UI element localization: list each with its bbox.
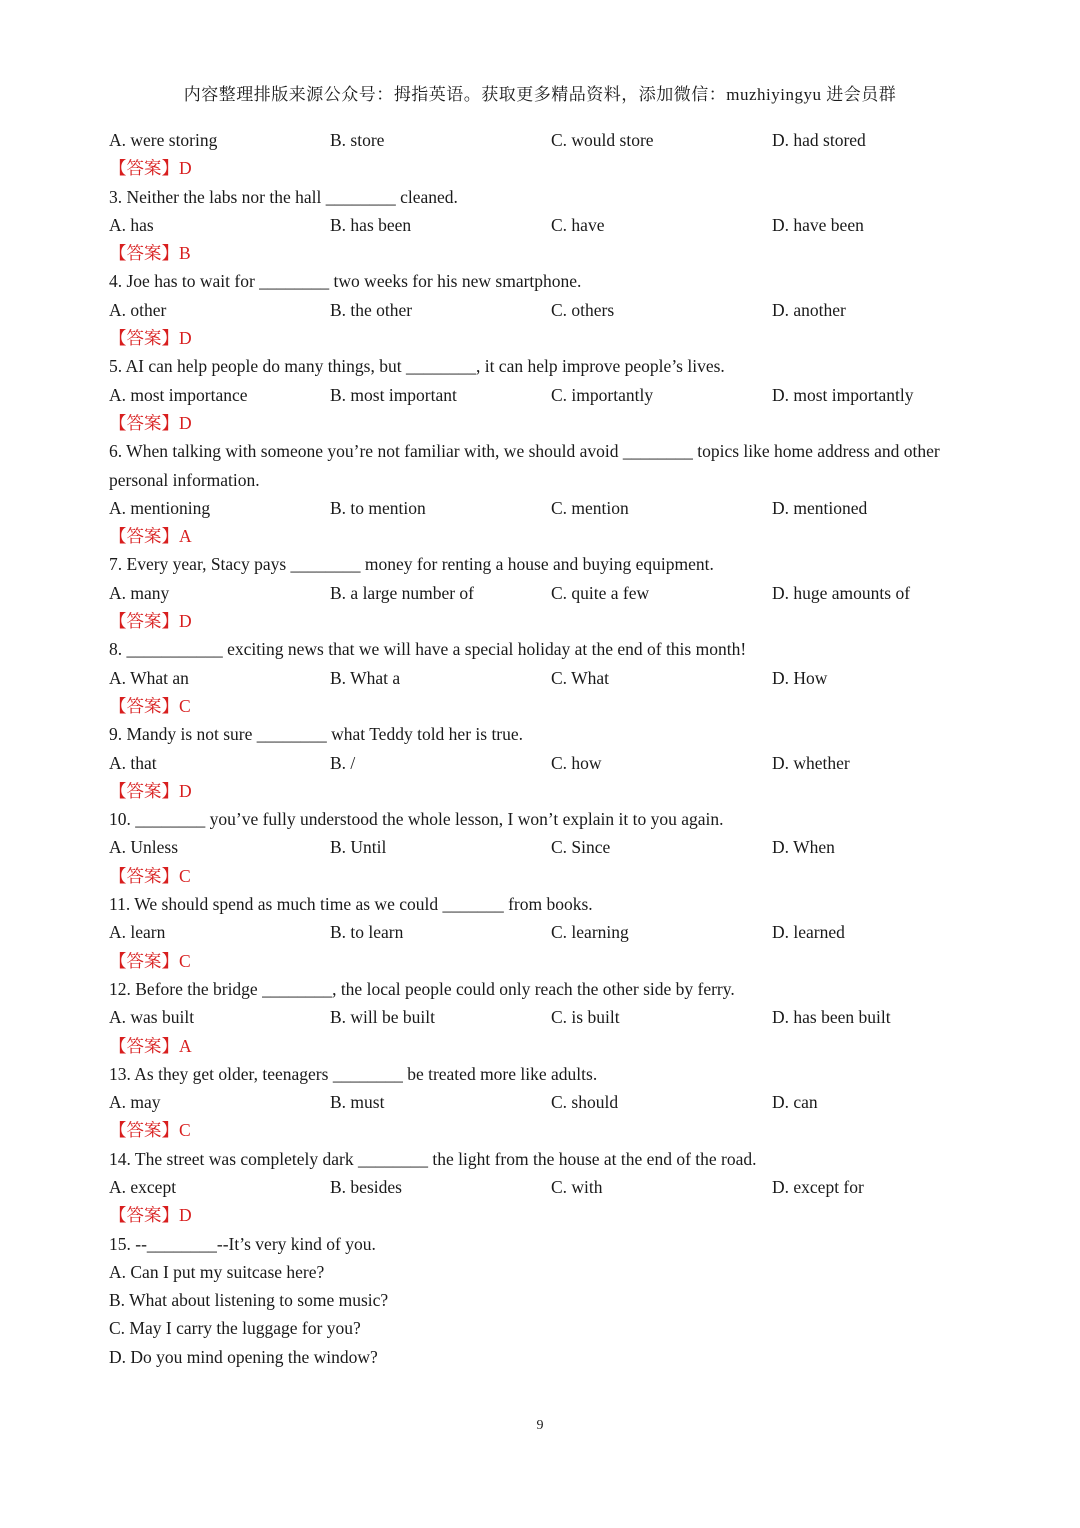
option-c: C. importantly <box>551 384 654 405</box>
question-stem-q6: 6. When talking with someone you’re not familiar with, we should avoid ________ topics like home address and other personal information. <box>109 441 940 490</box>
question-stem-q3: 3. Neither the labs nor the hall ________ cleaned. <box>109 186 458 207</box>
option-b: B. What about listening to some music? <box>109 1290 389 1311</box>
option-a: A. most importance <box>109 384 248 405</box>
answer-q8: 【答案】C <box>109 695 191 716</box>
answer-q12: 【答案】A <box>109 1035 192 1056</box>
options-row-q3 <box>109 211 989 239</box>
option-a: A. may <box>109 1092 161 1113</box>
option-c: C. with <box>551 1176 603 1197</box>
option-b: B. to learn <box>330 922 404 943</box>
option-c: C. how <box>551 752 602 773</box>
option-c: C. mention <box>551 497 629 518</box>
option-b: B. Until <box>330 837 387 858</box>
option-a: A. that <box>109 752 157 773</box>
option-c: C. others <box>551 299 615 320</box>
answer-q6: 【答案】A <box>109 526 192 547</box>
option-b: B. must <box>330 1092 385 1113</box>
option-a: A. many <box>109 582 170 603</box>
answer-q14: 【答案】D <box>109 1205 192 1226</box>
option-b: B. most important <box>330 384 457 405</box>
option-d: D. another <box>772 299 846 320</box>
question-stem-q9: 9. Mandy is not sure ________ what Teddy told her is true. <box>109 724 524 745</box>
option-c: C. is built <box>551 1007 620 1028</box>
options-row-q8 <box>109 664 989 692</box>
options-row-q13 <box>109 1088 989 1116</box>
option-b: B. besides <box>330 1176 402 1197</box>
options-row-q14 <box>109 1173 989 1201</box>
option-c: C. would store <box>551 130 654 150</box>
option-d: D. most importantly <box>772 384 914 405</box>
answer-q7: 【答案】D <box>109 611 192 632</box>
option-d: D. learned <box>772 922 845 943</box>
option-b: B. store <box>330 130 385 150</box>
options-row-q5 <box>109 381 989 409</box>
answer-q2: 【答案】D <box>109 158 192 179</box>
option-b: B. will be built <box>330 1007 435 1028</box>
question-stem-q5: 5. AI can help people do many things, but ________, it can help improve people’s lives. <box>109 356 725 377</box>
option-b: B. the other <box>330 299 413 320</box>
question-stem-q15: 15. --________--It’s very kind of you. <box>109 1233 376 1254</box>
options-row-q7 <box>109 579 989 607</box>
options-row-q9 <box>109 749 989 777</box>
option-d: D. has been built <box>772 1007 891 1028</box>
option-c: C. have <box>551 214 605 235</box>
options-row-q4 <box>109 296 989 324</box>
option-d: D. How <box>772 667 828 688</box>
answer-q5: 【答案】D <box>109 412 192 433</box>
option-c: C. should <box>551 1092 619 1113</box>
option-b: B. / <box>330 752 356 773</box>
option-c: C. What <box>551 667 610 688</box>
option-a: A. were storing <box>109 130 218 150</box>
option-a: A. was built <box>109 1007 195 1028</box>
option-d: D. Do you mind opening the window? <box>109 1346 378 1367</box>
option-c: C. Since <box>551 837 611 858</box>
option-a: A. What an <box>109 667 189 688</box>
question-stem-q11: 11. We should spend as much time as we could _______ from books. <box>109 894 593 915</box>
options-row-q2 <box>109 126 989 154</box>
option-a: A. Can I put my suitcase here? <box>109 1261 325 1282</box>
question-stem-q8: 8. ___________ exciting news that we will have a special holiday at the end of this month! <box>109 639 747 660</box>
option-c: C. learning <box>551 922 629 943</box>
option-a: A. mentioning <box>109 497 211 518</box>
option-a: A. Unless <box>109 837 179 858</box>
options-row-q6 <box>109 494 989 522</box>
option-d: D. whether <box>772 752 850 773</box>
question-stem-q12: 12. Before the bridge ________, the local people could only reach the other side by ferry. <box>109 978 735 999</box>
option-d: D. When <box>772 837 835 858</box>
option-c: C. May I carry the luggage for you? <box>109 1318 361 1339</box>
answer-q10: 【答案】C <box>109 865 191 886</box>
option-a: A. other <box>109 299 167 320</box>
answer-q9: 【答案】D <box>109 780 192 801</box>
option-d: D. huge amounts of <box>772 582 911 603</box>
page-header: 内容整理排版来源公众号：拇指英语。获取更多精品资料，添加微信：muzhiyingyu 进会员群 <box>183 85 897 104</box>
answer-q3: 【答案】B <box>109 243 191 264</box>
option-b: B. to mention <box>330 497 426 518</box>
option-b: B. a large number of <box>330 582 475 603</box>
option-a: A. learn <box>109 922 166 943</box>
document-body <box>109 126 989 1371</box>
question-stem-q13: 13. As they get older, teenagers ________ be treated more like adults. <box>109 1063 598 1084</box>
option-a: A. has <box>109 214 154 235</box>
question-stem-q4: 4. Joe has to wait for ________ two weeks for his new smartphone. <box>109 271 582 292</box>
option-d: D. can <box>772 1092 818 1113</box>
question-stem-q7: 7. Every year, Stacy pays ________ money for renting a house and buying equipment. <box>109 554 714 575</box>
answer-q4: 【答案】D <box>109 328 192 349</box>
option-d: D. except for <box>772 1176 864 1197</box>
option-d: D. mentioned <box>772 497 868 518</box>
option-c: C. quite a few <box>551 582 650 603</box>
answer-q11: 【答案】C <box>109 950 191 971</box>
question-stem-q14: 14. The street was completely dark ________ the light from the house at the end of the road. <box>109 1148 757 1169</box>
options-row-q11 <box>109 918 989 946</box>
option-b: B. What a <box>330 667 401 688</box>
options-row-q10 <box>109 833 989 861</box>
options-row-q12 <box>109 1003 989 1031</box>
option-d: D. had stored <box>772 130 866 150</box>
question-stem-q10: 10. ________ you’ve fully understood the whole lesson, I won’t explain it to you again. <box>109 809 724 830</box>
option-a: A. except <box>109 1176 177 1197</box>
page-number: 9 <box>536 1418 544 1433</box>
option-d: D. have been <box>772 214 864 235</box>
option-b: B. has been <box>330 214 412 235</box>
answer-q13: 【答案】C <box>109 1120 191 1141</box>
